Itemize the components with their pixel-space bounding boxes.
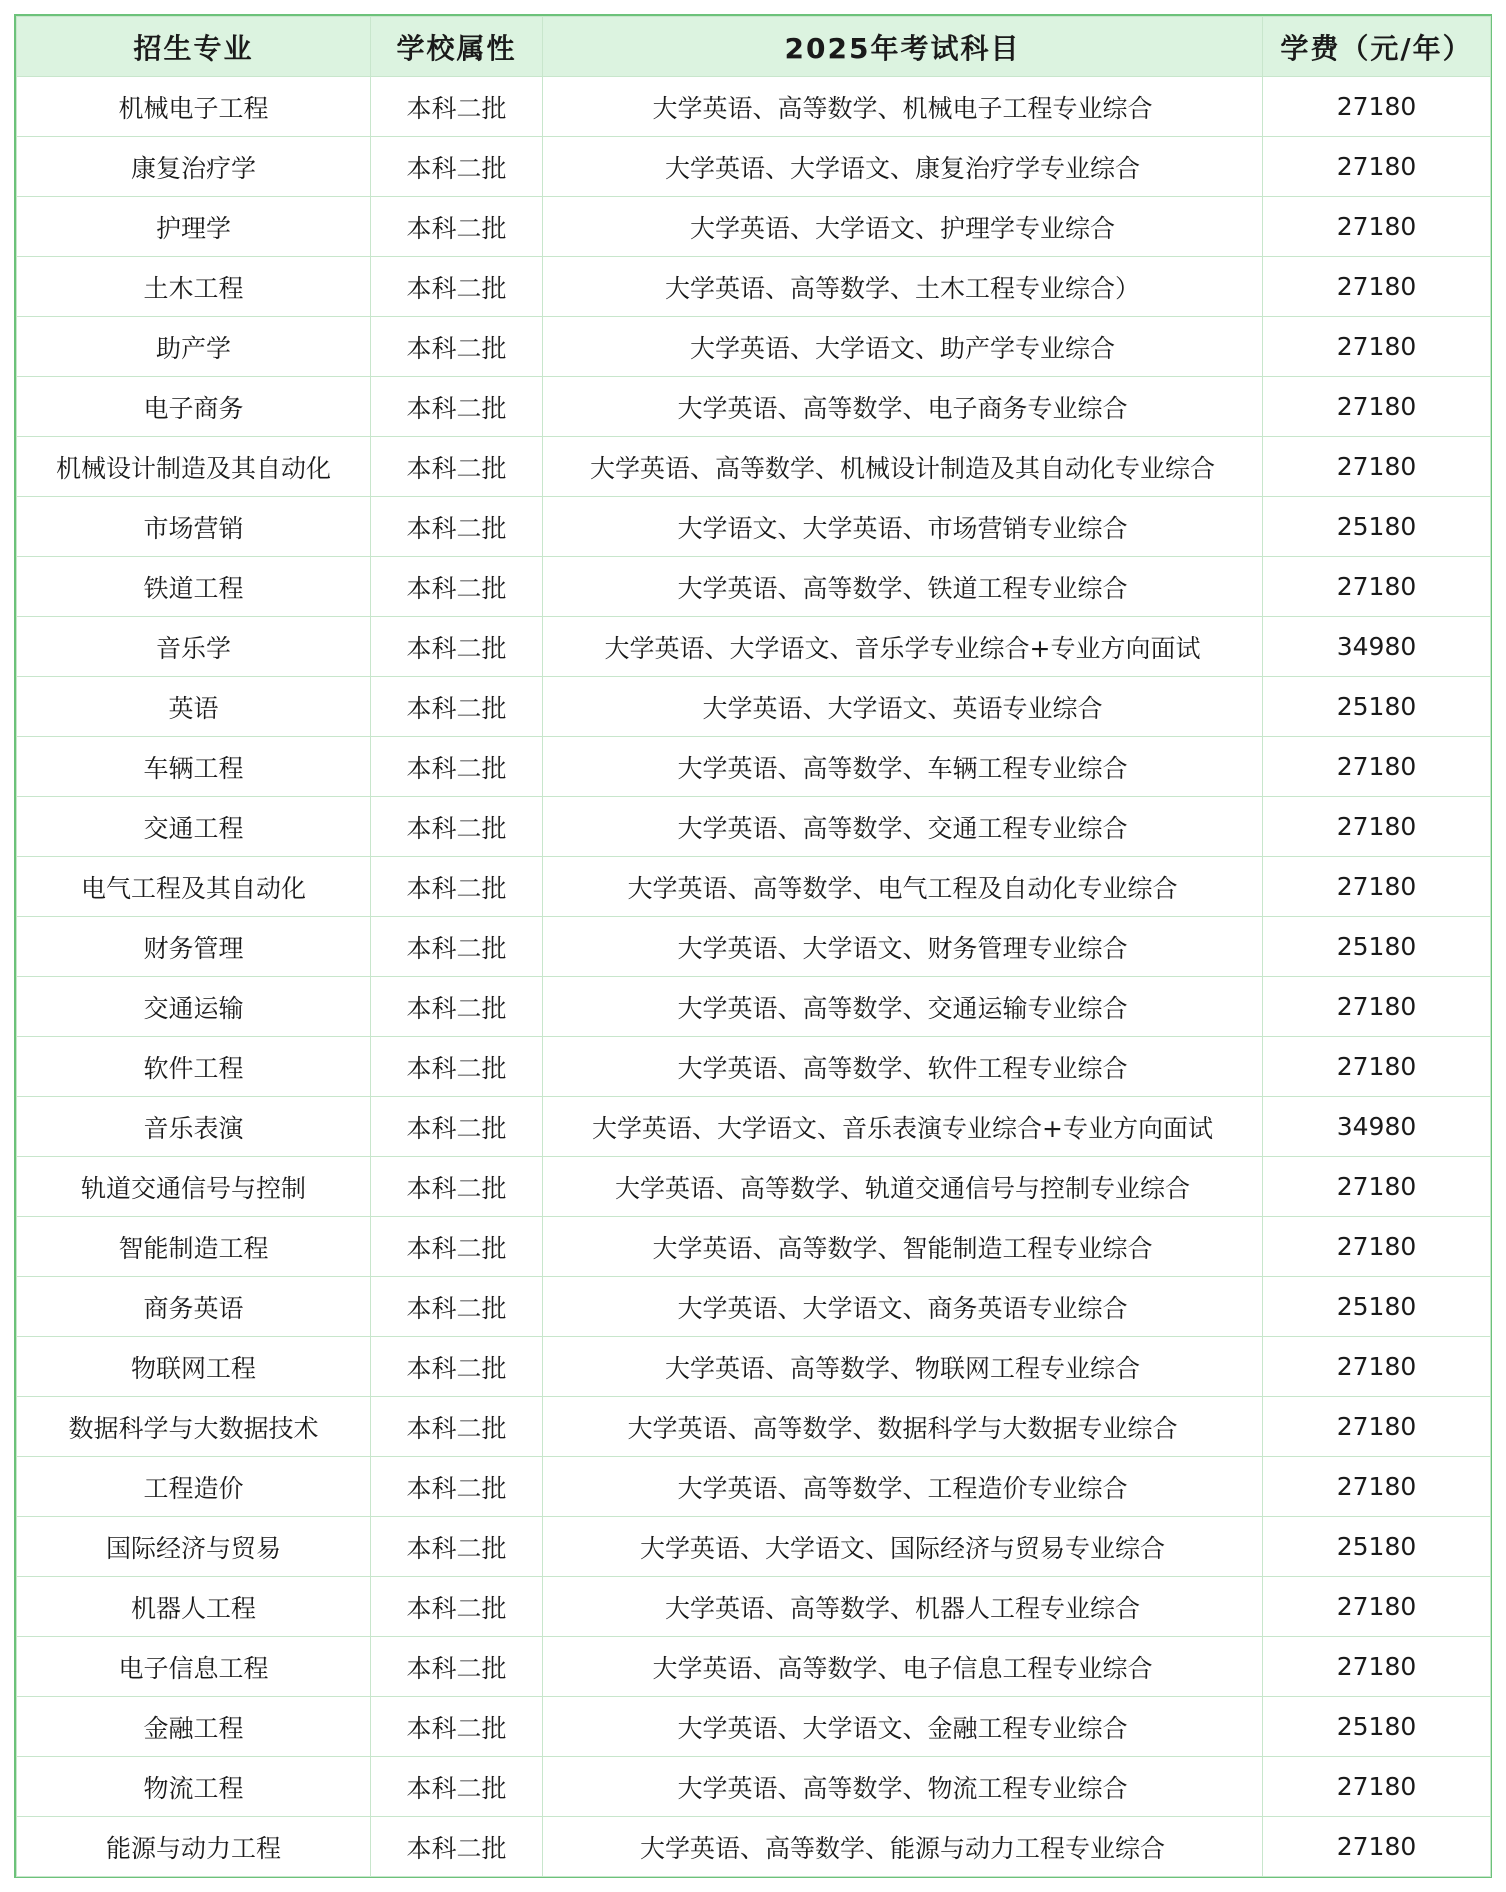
cell-subjects: 大学英语、高等数学、交通运输专业综合 xyxy=(543,977,1263,1037)
cell-school-attr: 本科二批 xyxy=(371,317,543,377)
cell-subjects: 大学英语、大学语文、英语专业综合 xyxy=(543,677,1263,737)
cell-school-attr: 本科二批 xyxy=(371,1517,543,1577)
table-row xyxy=(17,437,1491,497)
cell-major: 康复治疗学 xyxy=(17,137,371,197)
cell-tuition: 27180 xyxy=(1263,977,1491,1037)
cell-school-attr: 本科二批 xyxy=(371,197,543,257)
table-row xyxy=(17,797,1491,857)
cell-subjects: 大学英语、高等数学、物流工程专业综合 xyxy=(543,1757,1263,1817)
cell-subjects: 大学英语、高等数学、智能制造工程专业综合 xyxy=(543,1217,1263,1277)
cell-tuition: 27180 xyxy=(1263,797,1491,857)
table-row xyxy=(17,197,1491,257)
cell-subjects: 大学英语、高等数学、物联网工程专业综合 xyxy=(543,1337,1263,1397)
cell-tuition: 27180 xyxy=(1263,1577,1491,1637)
cell-major: 电子商务 xyxy=(17,377,371,437)
table-row xyxy=(17,1397,1491,1457)
cell-school-attr: 本科二批 xyxy=(371,137,543,197)
cell-subjects: 大学英语、高等数学、数据科学与大数据专业综合 xyxy=(543,1397,1263,1457)
cell-subjects: 大学英语、高等数学、土木工程专业综合） xyxy=(543,257,1263,317)
table-row xyxy=(17,977,1491,1037)
cell-major: 市场营销 xyxy=(17,497,371,557)
cell-school-attr: 本科二批 xyxy=(371,737,543,797)
cell-tuition: 34980 xyxy=(1263,1097,1491,1157)
table-row xyxy=(17,1337,1491,1397)
cell-school-attr: 本科二批 xyxy=(371,1217,543,1277)
cell-school-attr: 本科二批 xyxy=(371,1817,543,1877)
cell-subjects: 大学英语、高等数学、机器人工程专业综合 xyxy=(543,1577,1263,1637)
cell-major: 物流工程 xyxy=(17,1757,371,1817)
cell-school-attr: 本科二批 xyxy=(371,557,543,617)
table-row xyxy=(17,677,1491,737)
cell-school-attr: 本科二批 xyxy=(371,677,543,737)
cell-subjects: 大学英语、大学语文、助产学专业综合 xyxy=(543,317,1263,377)
cell-tuition: 25180 xyxy=(1263,677,1491,737)
table-row xyxy=(17,497,1491,557)
table-row xyxy=(17,137,1491,197)
cell-major: 商务英语 xyxy=(17,1277,371,1337)
cell-subjects: 大学英语、大学语文、音乐表演专业综合+专业方向面试 xyxy=(543,1097,1263,1157)
table-row xyxy=(17,857,1491,917)
table-row xyxy=(17,617,1491,677)
cell-subjects: 大学英语、大学语文、康复治疗学专业综合 xyxy=(543,137,1263,197)
cell-major: 机器人工程 xyxy=(17,1577,371,1637)
cell-school-attr: 本科二批 xyxy=(371,1757,543,1817)
table-row xyxy=(17,1577,1491,1637)
header-row xyxy=(17,17,1491,77)
cell-major: 轨道交通信号与控制 xyxy=(17,1157,371,1217)
table-header xyxy=(17,17,1491,77)
cell-tuition: 27180 xyxy=(1263,557,1491,617)
cell-school-attr: 本科二批 xyxy=(371,917,543,977)
cell-subjects: 大学英语、高等数学、工程造价专业综合 xyxy=(543,1457,1263,1517)
table-row xyxy=(17,557,1491,617)
cell-subjects: 大学英语、高等数学、软件工程专业综合 xyxy=(543,1037,1263,1097)
table-row xyxy=(17,317,1491,377)
cell-tuition: 27180 xyxy=(1263,197,1491,257)
table-body xyxy=(17,77,1491,1877)
cell-tuition: 25180 xyxy=(1263,1277,1491,1337)
cell-tuition: 27180 xyxy=(1263,437,1491,497)
cell-major: 音乐表演 xyxy=(17,1097,371,1157)
table-row xyxy=(17,1697,1491,1757)
header-subjects: 2025年考试科目 xyxy=(543,17,1263,77)
table-row xyxy=(17,1637,1491,1697)
cell-major: 交通工程 xyxy=(17,797,371,857)
cell-tuition: 27180 xyxy=(1263,1037,1491,1097)
cell-tuition: 27180 xyxy=(1263,1397,1491,1457)
cell-school-attr: 本科二批 xyxy=(371,1097,543,1157)
cell-tuition: 25180 xyxy=(1263,497,1491,557)
cell-school-attr: 本科二批 xyxy=(371,257,543,317)
cell-tuition: 27180 xyxy=(1263,1817,1491,1877)
cell-school-attr: 本科二批 xyxy=(371,1637,543,1697)
cell-school-attr: 本科二批 xyxy=(371,1157,543,1217)
cell-major: 护理学 xyxy=(17,197,371,257)
cell-major: 金融工程 xyxy=(17,1697,371,1757)
cell-subjects: 大学英语、大学语文、商务英语专业综合 xyxy=(543,1277,1263,1337)
cell-major: 数据科学与大数据技术 xyxy=(17,1397,371,1457)
table-row xyxy=(17,1517,1491,1577)
cell-subjects: 大学英语、高等数学、铁道工程专业综合 xyxy=(543,557,1263,617)
cell-tuition: 27180 xyxy=(1263,1757,1491,1817)
cell-major: 助产学 xyxy=(17,317,371,377)
cell-subjects: 大学英语、高等数学、机械设计制造及其自动化专业综合 xyxy=(543,437,1263,497)
table-row xyxy=(17,1157,1491,1217)
cell-major: 工程造价 xyxy=(17,1457,371,1517)
cell-major: 国际经济与贸易 xyxy=(17,1517,371,1577)
cell-school-attr: 本科二批 xyxy=(371,77,543,137)
cell-tuition: 34980 xyxy=(1263,617,1491,677)
cell-subjects: 大学英语、高等数学、机械电子工程专业综合 xyxy=(543,77,1263,137)
cell-subjects: 大学英语、高等数学、电气工程及自动化专业综合 xyxy=(543,857,1263,917)
table-row xyxy=(17,377,1491,437)
cell-subjects: 大学英语、大学语文、音乐学专业综合+专业方向面试 xyxy=(543,617,1263,677)
cell-subjects: 大学英语、大学语文、护理学专业综合 xyxy=(543,197,1263,257)
table-row xyxy=(17,1277,1491,1337)
table-row xyxy=(17,1817,1491,1877)
cell-subjects: 大学英语、高等数学、轨道交通信号与控制专业综合 xyxy=(543,1157,1263,1217)
cell-school-attr: 本科二批 xyxy=(371,1577,543,1637)
cell-tuition: 27180 xyxy=(1263,1337,1491,1397)
cell-major: 软件工程 xyxy=(17,1037,371,1097)
cell-tuition: 27180 xyxy=(1263,377,1491,437)
cell-school-attr: 本科二批 xyxy=(371,1037,543,1097)
cell-major: 音乐学 xyxy=(17,617,371,677)
cell-school-attr: 本科二批 xyxy=(371,377,543,437)
header-major: 招生专业 xyxy=(17,17,371,77)
cell-school-attr: 本科二批 xyxy=(371,857,543,917)
cell-school-attr: 本科二批 xyxy=(371,1277,543,1337)
cell-school-attr: 本科二批 xyxy=(371,437,543,497)
cell-tuition: 27180 xyxy=(1263,737,1491,797)
cell-major: 能源与动力工程 xyxy=(17,1817,371,1877)
cell-school-attr: 本科二批 xyxy=(371,1337,543,1397)
cell-tuition: 27180 xyxy=(1263,1157,1491,1217)
table-row xyxy=(17,1457,1491,1517)
table-row xyxy=(17,1757,1491,1817)
cell-subjects: 大学英语、大学语文、财务管理专业综合 xyxy=(543,917,1263,977)
cell-subjects: 大学英语、高等数学、能源与动力工程专业综合 xyxy=(543,1817,1263,1877)
cell-major: 机械设计制造及其自动化 xyxy=(17,437,371,497)
table-row xyxy=(17,737,1491,797)
cell-subjects: 大学英语、大学语文、国际经济与贸易专业综合 xyxy=(543,1517,1263,1577)
table-row xyxy=(17,1097,1491,1157)
cell-school-attr: 本科二批 xyxy=(371,617,543,677)
cell-major: 土木工程 xyxy=(17,257,371,317)
cell-tuition: 27180 xyxy=(1263,1637,1491,1697)
cell-tuition: 27180 xyxy=(1263,1457,1491,1517)
cell-subjects: 大学英语、高等数学、电子信息工程专业综合 xyxy=(543,1637,1263,1697)
cell-tuition: 27180 xyxy=(1263,137,1491,197)
cell-major: 财务管理 xyxy=(17,917,371,977)
cell-tuition: 25180 xyxy=(1263,917,1491,977)
cell-subjects: 大学英语、高等数学、车辆工程专业综合 xyxy=(543,737,1263,797)
cell-tuition: 27180 xyxy=(1263,317,1491,377)
cell-major: 铁道工程 xyxy=(17,557,371,617)
admissions-table-container xyxy=(14,14,1492,1878)
header-school-attr: 学校属性 xyxy=(371,17,543,77)
cell-school-attr: 本科二批 xyxy=(371,1457,543,1517)
table-row xyxy=(17,257,1491,317)
cell-subjects: 大学英语、大学语文、金融工程专业综合 xyxy=(543,1697,1263,1757)
cell-tuition: 27180 xyxy=(1263,77,1491,137)
cell-major: 电子信息工程 xyxy=(17,1637,371,1697)
cell-subjects: 大学英语、高等数学、交通工程专业综合 xyxy=(543,797,1263,857)
cell-tuition: 27180 xyxy=(1263,1217,1491,1277)
admissions-table xyxy=(16,16,1491,1877)
cell-major: 智能制造工程 xyxy=(17,1217,371,1277)
cell-major: 英语 xyxy=(17,677,371,737)
cell-school-attr: 本科二批 xyxy=(371,977,543,1037)
table-row xyxy=(17,1217,1491,1277)
cell-major: 电气工程及其自动化 xyxy=(17,857,371,917)
table-row xyxy=(17,1037,1491,1097)
cell-tuition: 27180 xyxy=(1263,857,1491,917)
table-row xyxy=(17,77,1491,137)
header-tuition: 学费（元/年） xyxy=(1263,17,1491,77)
cell-subjects: 大学语文、大学英语、市场营销专业综合 xyxy=(543,497,1263,557)
table-row xyxy=(17,917,1491,977)
cell-subjects: 大学英语、高等数学、电子商务专业综合 xyxy=(543,377,1263,437)
cell-major: 机械电子工程 xyxy=(17,77,371,137)
cell-school-attr: 本科二批 xyxy=(371,797,543,857)
cell-school-attr: 本科二批 xyxy=(371,1697,543,1757)
cell-tuition: 25180 xyxy=(1263,1517,1491,1577)
cell-tuition: 25180 xyxy=(1263,1697,1491,1757)
cell-major: 物联网工程 xyxy=(17,1337,371,1397)
cell-major: 交通运输 xyxy=(17,977,371,1037)
cell-major: 车辆工程 xyxy=(17,737,371,797)
cell-school-attr: 本科二批 xyxy=(371,1397,543,1457)
cell-school-attr: 本科二批 xyxy=(371,497,543,557)
cell-tuition: 27180 xyxy=(1263,257,1491,317)
